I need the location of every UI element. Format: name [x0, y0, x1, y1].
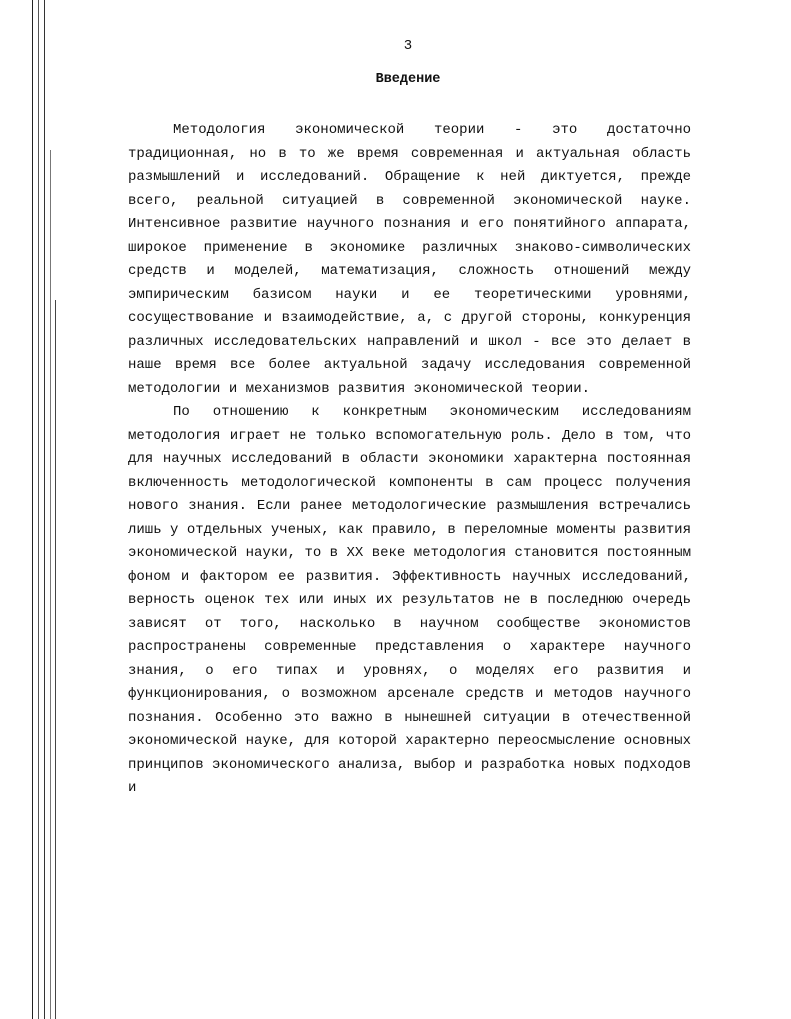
- section-title: Введение: [375, 72, 441, 87]
- page-number: 3: [403, 38, 413, 54]
- body-text: [128, 119, 691, 801]
- paragraph-1: Методология экономической теории - это достаточно традиционная, но в то же время современная и актуальная область размышлений и исследований. Обращение к ней диктуется, прежде всего, реальной ситуацией в современной экономической науке. Интенсивное развитие научного познания и его понятийного аппарата, широкое применение в экономике различных знаково-символических средств и моделей, математизация, сложность отношений между эмпирическим базисом науки и ее теоретическими уровнями, сосуществование и взаимодействие, а, с другой стороны, конкуренция различных исследовательских направлений и школ - все это делает в наше время все более актуальной задачу исследования современной методологии и механизмов развития экономической теории.: [128, 122, 691, 397]
- paragraph-2: По отношению к конкретным экономическим исследованиям методология играет не только вспомогательную роль. Дело в том, что для научных исследований в области экономики характерна постоянная включенность методологической компоненты в сам процесс получения нового знания. Если ранее методологические размышления встречались лишь у отдельных ученых, как правило, в переломные моменты развития экономической науки, то в XX веке методология становится постоянным фоном и фактором ее развития. Эффективность научных исследований, верность оценок тех или иных их результатов не в последнюю очередь зависят от того, насколько в научном сообществе экономистов распространены современные представления о характере научного знания, о его типах и уровнях, о моделях его развития и функционирования, о возможном арсенале средств и методов научного познания. Особенно это важно в нынешней ситуации в отечественной экономической науке, для которой характерно переосмысление основных принципов экономического анализа, выбор и разработка новых подходов и: [128, 404, 691, 796]
- scan-binding-edge: [28, 0, 68, 1019]
